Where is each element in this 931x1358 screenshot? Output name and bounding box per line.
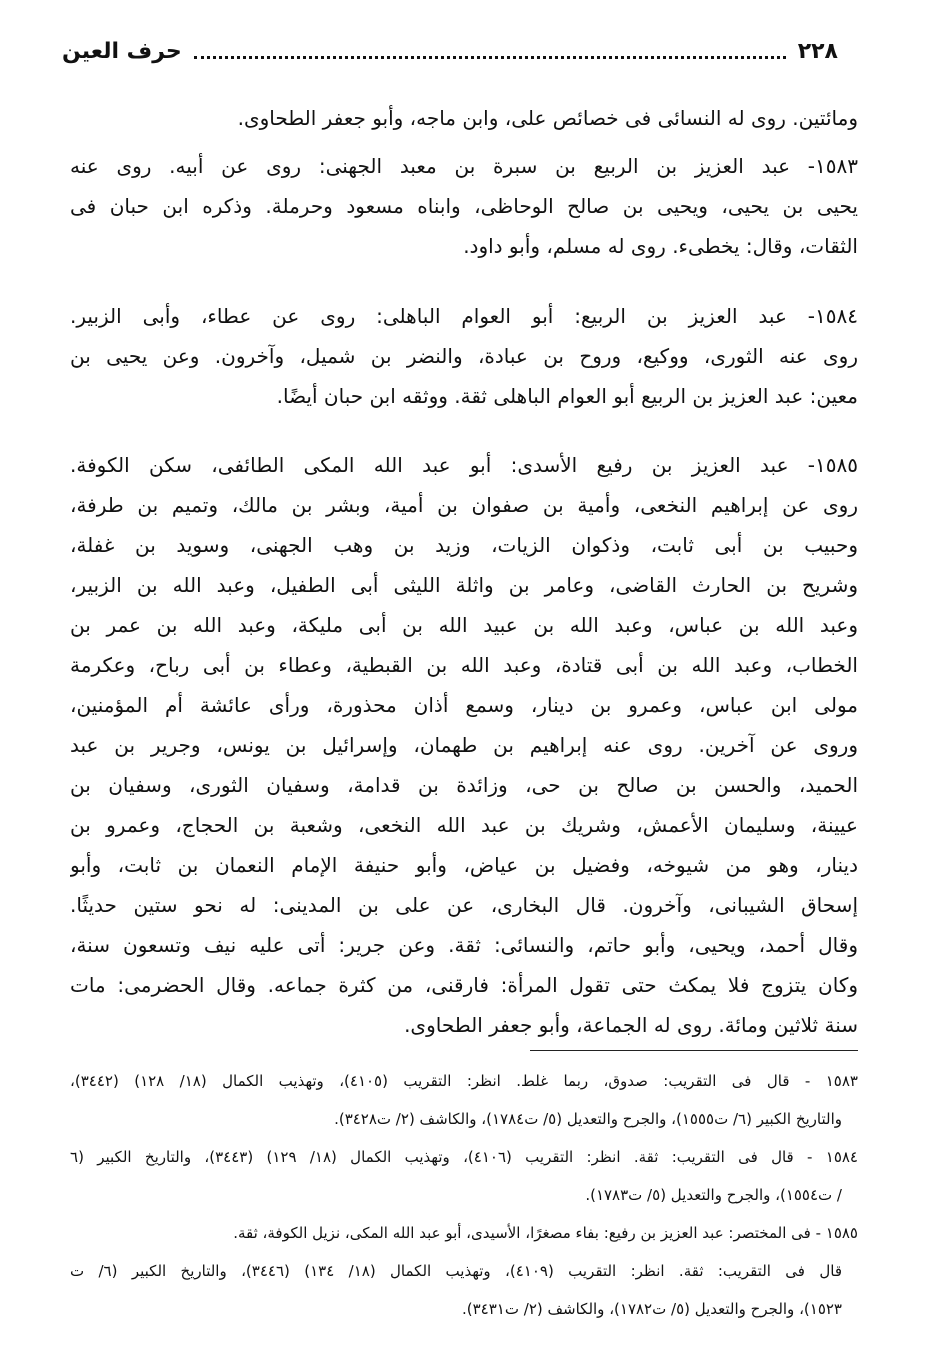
text-line: ١٥٨٤- عبد العزيز بن الربيع: أبو العوام الباهلى: روى عن عطاء، وأبى الزبير. xyxy=(70,304,858,328)
text-line: وروى عن آخرين. روى عنه إبراهيم بن طهمان، وإسرائيل بن يونس، وجرير بن عبد xyxy=(70,733,858,757)
text-line: يحيى بن يحيى، ويحيى بن صالح الوحاظى، وابناه مسعود وحرملة. وذكره ابن حبان فى xyxy=(70,194,858,218)
text-line: ومائتين. روى له النسائى فى خصائص على، وابن ماجه، وأبو جعفر الطحاوى. xyxy=(237,106,858,130)
entry-1585 xyxy=(70,445,858,1045)
text-line: وعبد الله بن عباس، وعبد الله بن عبيد الله بن أبى مليكة، وعبد الله بن عمر بن xyxy=(70,613,858,637)
text-line: روى عن إبراهيم النخعى، وأمية بن صفوان بن أمية، وبشر بن مالك، وتميم بن طرفة، xyxy=(70,493,858,517)
entry-1584 xyxy=(70,296,858,416)
footnote-line: ١٥٨٣ - قال فى التقريب: صدوق، ربما غلط. انظر: التقريب (٤١٠٥)، وتهذيب الكمال (١٨/ ١٢٨) (٣٤٤٢)، xyxy=(70,1072,858,1090)
text-line: مولى ابن عباس، وعمرو بن دينار، وسمع أذان محذورة، ورأى عائشة أم المؤمنين، xyxy=(70,693,858,717)
footnote-line: قال فى التقريب: ثقة. انظر: التقريب (٤١٠٩)، وتهذيب الكمال (١٨/ ١٣٤) (٣٤٤٦)، والتاريخ الكبير (٦/ ت xyxy=(70,1262,842,1280)
text-line: دينار، وهو من شيوخه، وفضيل بن عياض، وأبو حنيفة الإمام النعمان بن ثابت، وأبو xyxy=(70,853,858,877)
text-line: الثقات، وقال: يخطىء. روى له مسلم، وأبو داود. xyxy=(463,234,858,258)
footnote-separator xyxy=(530,1050,858,1051)
text-line: وقال أحمد، ويحيى، وأبو حاتم، والنسائى: ثقة. وعن جرير: أتى عليه نيف وتسعون سنة، xyxy=(70,933,858,957)
chapter-title: حرف العين xyxy=(62,38,182,64)
text-line: وحبيب بن أبى ثابت، وذكوان الزيات، وزيد بن وهب الجهنى، وسويد بن غفلة، xyxy=(70,533,858,557)
text-line: معين: عبد العزيز بن الربيع أبو العوام الباهلى ثقة. ووثقه ابن حبان أيضًا. xyxy=(276,384,858,408)
text-line: روى عنه الثورى، ووكيع، وروح بن عبادة، والنضر بن شميل، وآخرون. وعن يحيى بن xyxy=(70,344,858,368)
text-line: الحميد، والحسن بن صالح بن حى، وزائدة بن قدامة، وسفيان الثورى، وسفيان بن xyxy=(70,773,858,797)
header-dot-leader xyxy=(194,44,786,59)
text-line: وشريح بن الحارث القاضى، وعامر بن واثلة الليثى أبى الطفيل، وعبد الله بن الزبير، xyxy=(70,573,858,597)
footnote-line: ١٥٨٤ - قال فى التقريب: ثقة. انظر: التقريب (٤١٠٦)، وتهذيب الكمال (١٨/ ١٢٩) (٣٤٤٣)، والتاريخ الكبير (٦ xyxy=(70,1148,858,1166)
text-line: إسحاق الشيبانى، وآخرون. قال البخارى، عن على بن المدينى: له نحو ستين حديثًا. xyxy=(70,893,858,917)
running-header xyxy=(62,34,838,68)
text-line: عيينة، وسليمان الأعمش، وشريك بن عبد الله النخعى، وشعبة بن الحجاج، وعمرو بن xyxy=(70,813,858,837)
page-number: ٢٢٨ xyxy=(797,38,838,64)
footnote-line: والتاريخ الكبير (٦/ ت١٥٥٥)، والجرح والتعديل (٥/ ت١٧٨٤)، والكاشف (٢/ ت٣٤٢٨). xyxy=(334,1110,842,1128)
text-line: الخطاب، وعبد الله بن أبى قتادة، وعبد الله بن القبطية، وعطاء بن أبى رباح، وعكرمة xyxy=(70,653,858,677)
footnote-line: ١٥٨٥ - فى المختصر: عبد العزيز بن رفيع: بفاء مصغرًا، الأسيدى، أبو عبد الله المكى، نزيل الكوفة، ثقة. xyxy=(233,1224,858,1242)
text-line: ١٥٨٥- عبد العزيز بن رفيع الأسدى: أبو عبد الله المكى الطائفى، سكن الكوفة. xyxy=(70,453,858,477)
text-line: سنة ثلاثين ومائة. روى له الجماعة، وأبو جعفر الطحاوى. xyxy=(404,1013,858,1037)
footnote-line: ١٥٢٣)، والجرح والتعديل (٥/ ت١٧٨٢)، والكاشف (٢/ ت٣٤٣١). xyxy=(462,1300,842,1318)
text-line: ١٥٨٣- عبد العزيز بن الربيع بن سبرة بن معبد الجهنى: روى عن أبيه. روى عنه xyxy=(70,154,858,178)
continuation-paragraph xyxy=(70,98,858,138)
footnotes xyxy=(70,1062,858,1328)
footnote-line: / ت١٥٥٤)، والجرح والتعديل (٥/ ت١٧٨٣). xyxy=(585,1186,842,1204)
text-line: وكان يتزوج فلا يمكث حتى تقول المرأة: فارقنى، من كثرة جماعه. وقال الحضرمى: مات xyxy=(70,973,858,997)
entry-1583 xyxy=(70,146,858,266)
